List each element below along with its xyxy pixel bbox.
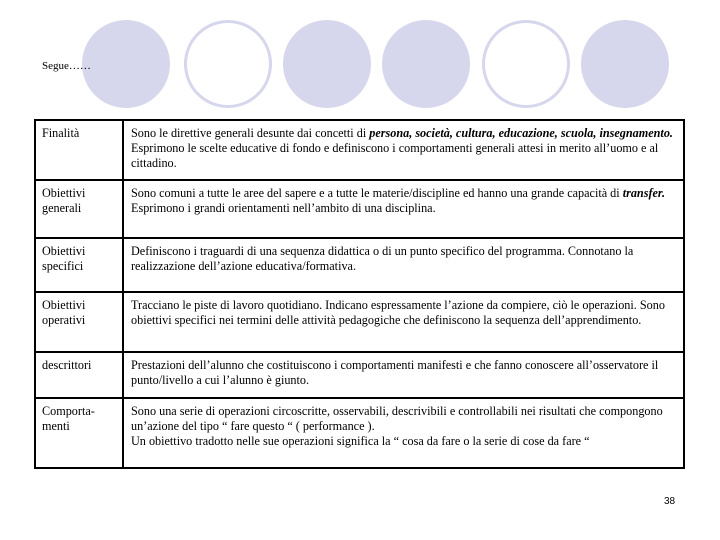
definition-text: Esprimono le scelte educative di fondo e definiscono i comportamenti generali attesi in merito all’uomo e al cittadino.	[131, 141, 659, 170]
definition-text: Sono comuni a tutte le aree del sapere e a tutte le materie/discipline ed hanno una grande capacità di	[131, 186, 623, 200]
definition-cell	[123, 120, 684, 180]
decorative-circle-1	[82, 20, 170, 108]
table-row	[35, 352, 684, 398]
page-number: 38	[664, 496, 676, 507]
definitions-table	[34, 119, 685, 469]
term-cell: Comporta-menti	[35, 398, 123, 468]
table-row	[35, 238, 684, 292]
decorative-circle-4	[382, 20, 470, 108]
definition-text: Tracciano le piste di lavoro quotidiano. Indicano espressamente l’azione da compiere, ciò le operazioni. Sono obiettivi specifici nei termini delle attività pedagogiche che definiscono la sequenza dell’apprendimento.	[131, 298, 665, 327]
definition-text: Esprimono i grandi orientamenti nell’ambito di una disciplina.	[131, 201, 436, 215]
definition-cell	[123, 352, 684, 398]
emphasis-text: persona, società, cultura, educazione, scuola, insegnamento.	[369, 126, 673, 140]
header-label: Segue……	[42, 60, 91, 72]
term-cell: descrittori	[35, 352, 123, 398]
term-cell: Obiettivi operativi	[35, 292, 123, 352]
table-row	[35, 180, 684, 238]
table-row	[35, 398, 684, 468]
definition-text: Sono le direttive generali desunte dai concetti di	[131, 126, 370, 140]
definition-cell	[123, 180, 684, 238]
definition-cell	[123, 398, 684, 468]
term-cell: Finalità	[35, 120, 123, 180]
emphasis-text: transfer.	[622, 186, 666, 200]
definition-text: Un obiettivo tradotto nelle sue operazioni significa la “ cosa da fare o la serie di cose da fare “	[131, 434, 590, 448]
decorative-circles	[0, 0, 720, 120]
term-cell: Obiettivi generali	[35, 180, 123, 238]
decorative-circle-5	[482, 20, 570, 108]
table-row	[35, 120, 684, 180]
definition-cell	[123, 238, 684, 292]
term-cell: Obiettivi specifici	[35, 238, 123, 292]
table-row	[35, 292, 684, 352]
definition-cell	[123, 292, 684, 352]
decorative-circle-6	[581, 20, 669, 108]
decorative-circle-3	[283, 20, 371, 108]
definition-text: Definiscono i traguardi di una sequenza didattica o di un punto specifico del programma. Connotano la realizzazione dell’azione educativa/formativa.	[131, 244, 634, 273]
decorative-circle-2	[184, 20, 272, 108]
definition-text: Prestazioni dell’alunno che costituiscono i comportamenti manifesti e che fanno conoscere all’osservatore il punto/livello a cui l’alunno è giunto.	[131, 358, 659, 387]
definition-text: Sono una serie di operazioni circoscritte, osservabili, descrivibili e controllabili nei risultati che compongono un’azione del tipo “ fare questo “ ( performance ).	[131, 404, 663, 433]
